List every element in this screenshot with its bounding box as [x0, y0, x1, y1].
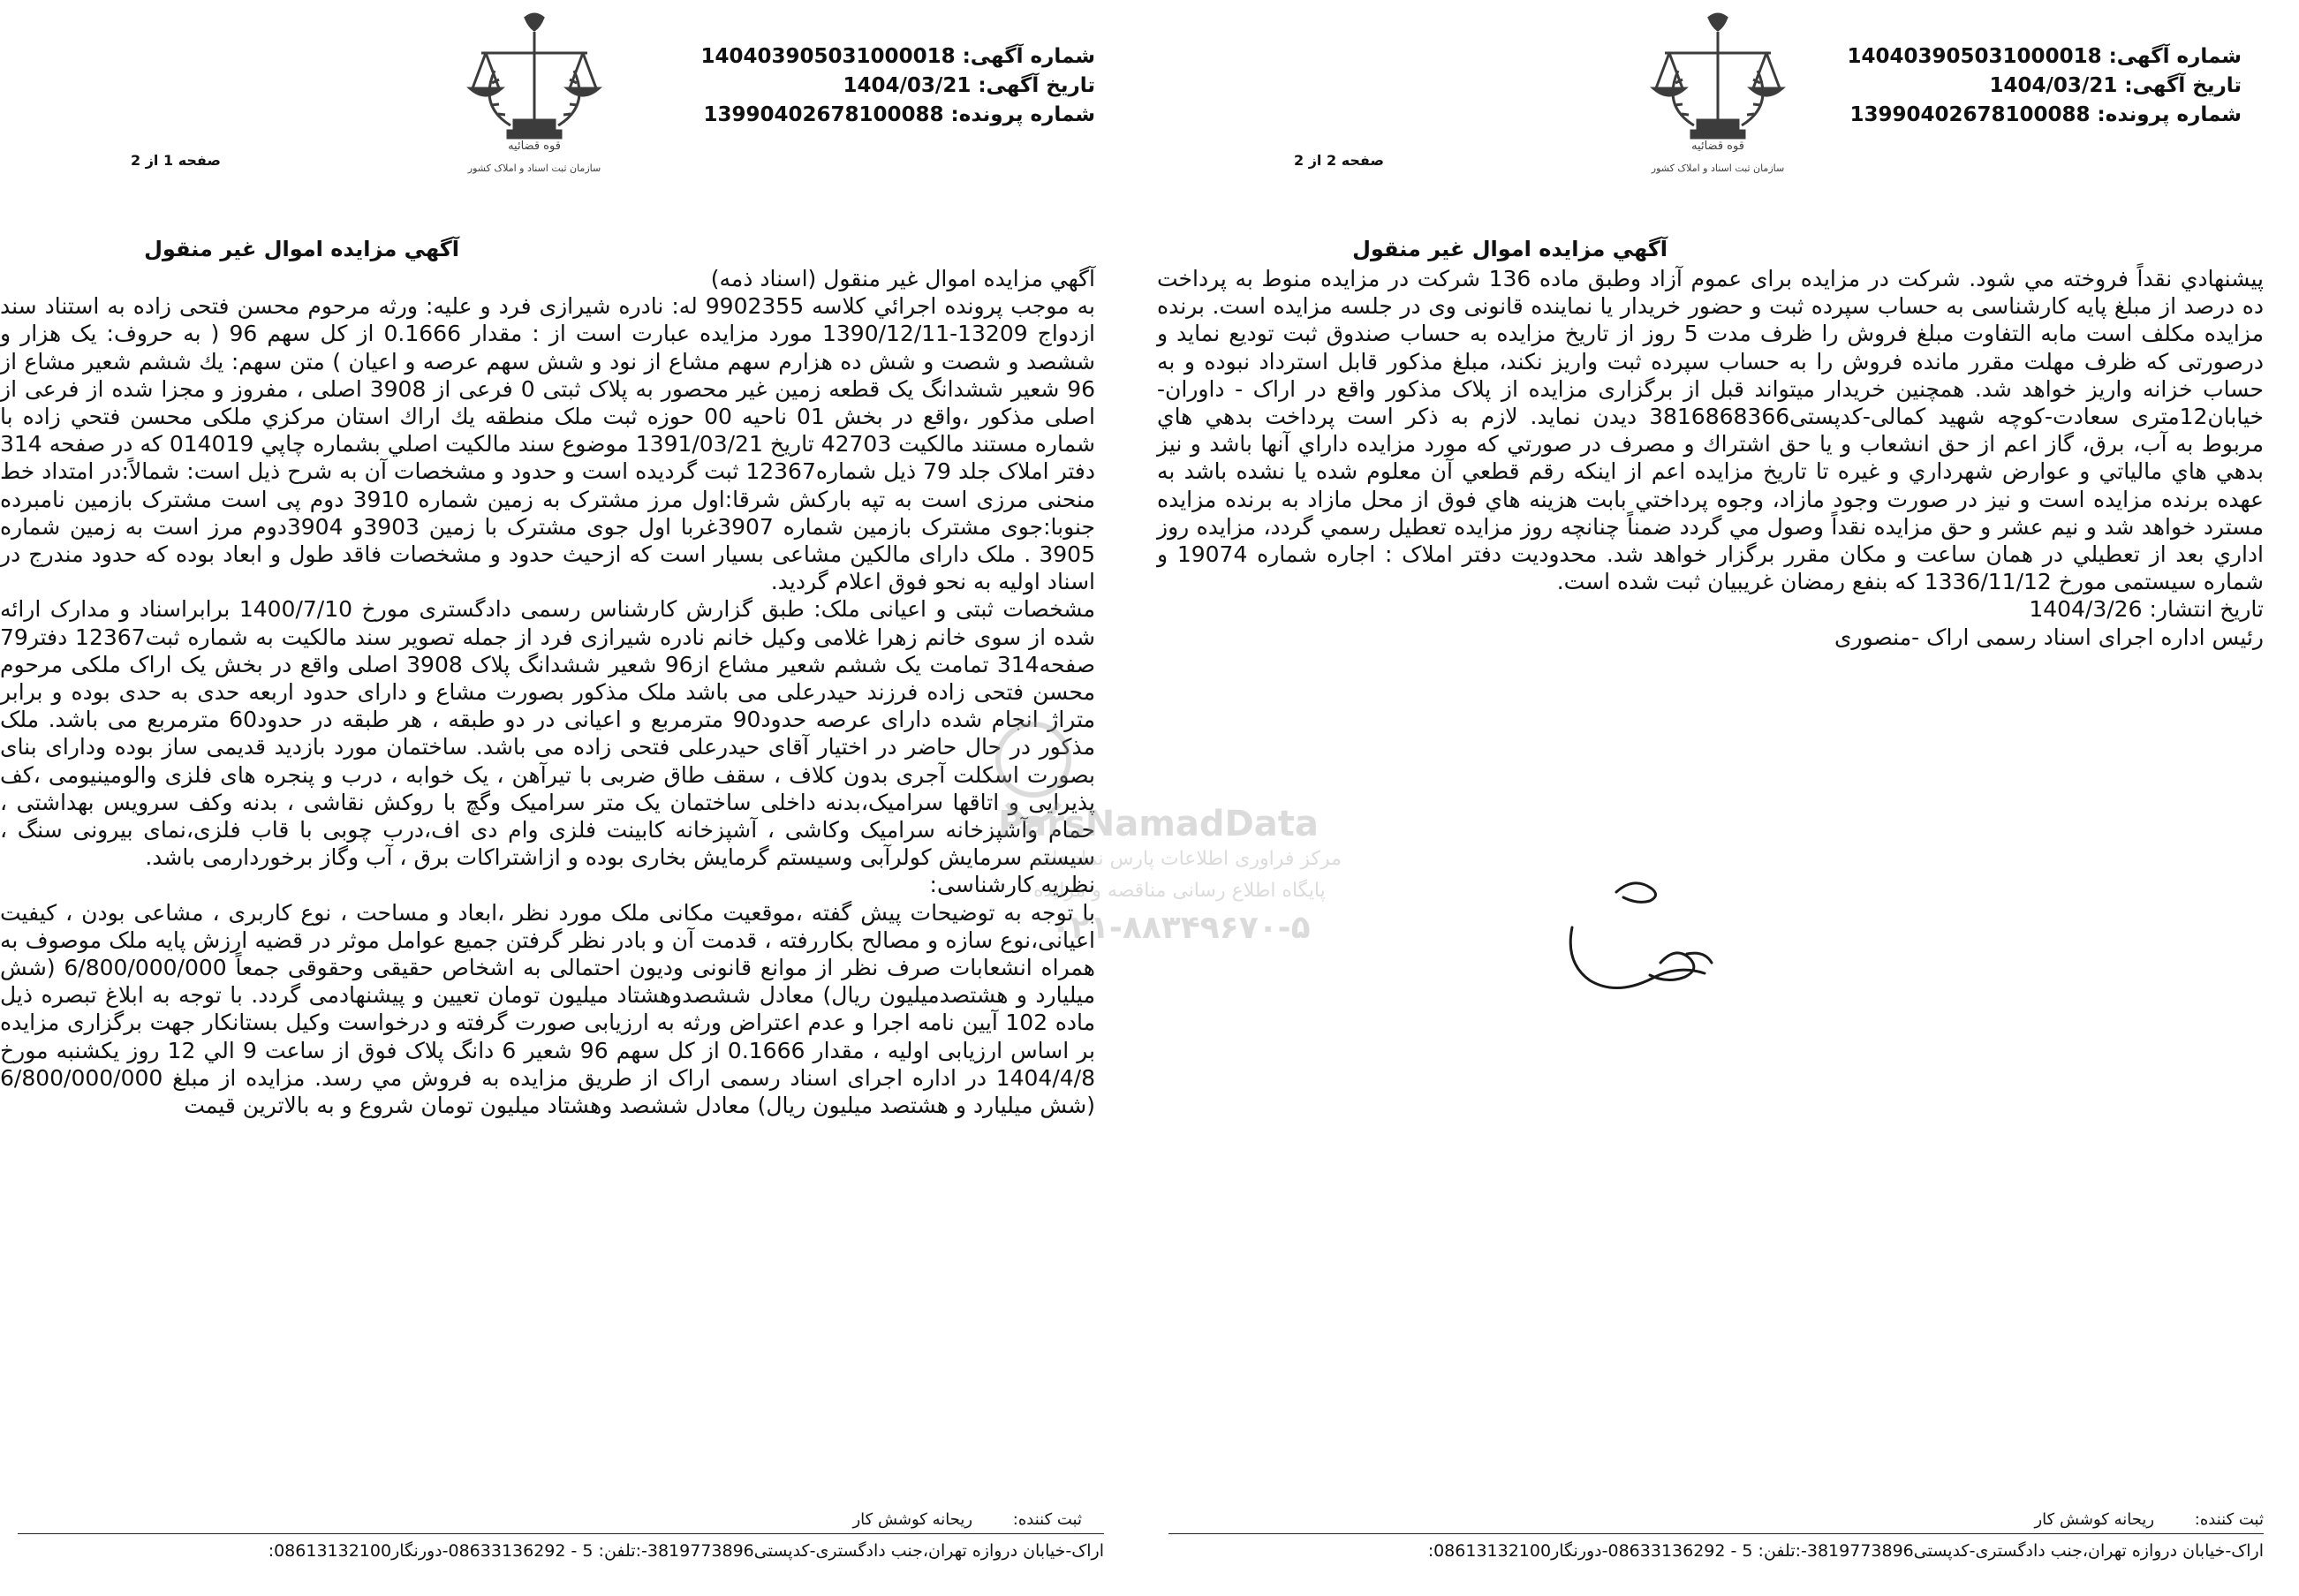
- handwritten-signature: [1554, 866, 1766, 1025]
- document-page-1: [0, 0, 1139, 1596]
- watermark-brand: ParsNamadData: [998, 804, 1319, 844]
- document-title: آگهي مزايده اموال غير منقول: [144, 237, 459, 261]
- watermark-phone: ۰۲۱-۸۸۳۴۹۶۷۰-۵: [1051, 910, 1311, 946]
- document-title: آگهي مزايده اموال غير منقول: [1352, 237, 1668, 261]
- emblem-caption-registry: سازمان ثبت اسناد و املاک کشور: [1651, 163, 1785, 174]
- emblem-caption-judiciary: قوه قضائیه: [1691, 140, 1744, 153]
- notice-number: شماره آگهی: 140403905031000018: [700, 45, 1095, 68]
- notice-meta: [1848, 42, 2242, 130]
- body-paragraph-terms: پيشنهادي نقداً فروخته مي شود. شرکت در مزایده برای عموم آزاد وطبق ماده 136 شرکت در مزایده منوط به پرداخت ده درصد از مبلغ پایه کارشناسی به حساب سپرده ثبت و حضور خریدار یا نماینده قانونی وی در جلسه مزایده است. برنده مزایده مکلف است مابه التفاوت مبلغ فروش را ظرف مدت 5 روز از تاریخ مزایده به حساب صندوق ثبت تودیع نماید و درصورتی که ظرف مهلت مقرر مانده فروش را به حساب سپرده ثبت واریز نکند، مبلغ مذکور قابل استرداد نبوده و به حساب خزانه واریز خواهد شد. همچنین خریدار میتواند قبل از برگزاری مزایده از پلاک مذکور واقع در اراک - داوران-خیابان12متری سعادت-کوچه شهید کمالی-کدپستی3816868366 دیدن نماید. لازم به ذکر است پرداخت بدهي هاي مربوط به آب، برق، گاز اعم از حق انشعاب و يا حق اشتراك و مصرف در صورتي كه مورد مزايده داراي آنها باشد و نيز بدهي هاي مالياتي و عوارض شهرداري و غيره تا تاريخ مزايده اعم از اينكه رقم قطعي آن معلوم شده يا نشده باشد به عهده برنده مزايده است و نيز در صورت وجود مازاد، وجوه پرداختي بابت هزينه هاي فوق از محل مازاد به برنده مزايده مسترد خواهد شد و نيم عشر و حق مزايده نقداً وصول مي گردد ضمناً چنانچه روز مزايده تعطيل رسمي گردد، مزايده روز اداري بعد از تعطيلي در همان ساعت و مكان مقرر برگزار خواهد شد. محدودیت دفتر املاک : اجاره شماره 19074 و شماره سیستمی مورخ 1336/11/12 که بنفع رمضان غریبیان ثبت شده است.: [1157, 266, 2265, 595]
- publish-date: تاريخ انتشار: 1404/3/26: [2029, 596, 2264, 623]
- registrar-label: ثبت کننده:: [1012, 1510, 1082, 1529]
- registrar: [852, 1510, 1082, 1529]
- parsnamad-watermark: [980, 636, 1395, 1007]
- footer-address: اراک-خیابان دروازه تهران،جنب دادگستری-کدپستی3819773896-:تلفن: 5 - 08633136292-دورنگار08613132100:: [268, 1541, 1104, 1561]
- registrar-name: ریحانه کوشش کار: [852, 1510, 973, 1529]
- file-number: شماره پرونده: 13990402678100088: [703, 103, 1095, 126]
- watermark-line-1: مرکز فراوری اطلاعات پارس نماد داده: [1033, 848, 1342, 870]
- body-heading-expert-opinion: نظریه کارشناسی:: [929, 872, 1095, 898]
- document-body: [1157, 265, 2264, 651]
- body-paragraph-case: به موجب پرونده اجرائي كلاسه 9902355 له: نادره شیرازی فرد و علیه: ورثه مرحوم محسن فتحی زاده به استناد سند ازدواج 13209-1390/12/11 مورد مزایده عبارت است از : مقدار 0.1666 از کل سهم 96 ( به حروف: یک هزار و ششصد و شصت و شش ده هزارم سهم مشاع از نود و شش سهم عرصه و اعیان ) متن سهم: يك ششم شعير مشاع از 96 شعير ششدانگ يک قطعه زمين غير محصور به پلاک ثبتی 0 فرعی از 3908 اصلی ، مفروز و مجزا شده از فرعی از اصلی مذکور ،واقع در بخش 01 ناحيه 00 حوزه ثبت ملک منطقه يك اراك استان مركزي ملكی محسن فتحي زاده با شماره مستند مالكيت 42703 تاریخ 1391/03/21 موضوع سند مالكيت اصلي بشماره چاپي 014019 كه در صفحه 314 دفتر املاک جلد 79 ذيل شماره12367 ثبت گرديده است و حدود و مشخصات آن به شرح ذيل است: شمالاً:در امتداد خط منحنی مرزی است به تپه بارکش شرقا:اول مرز مشترک به زمین شماره 3910 دوم پی است مشترک بازمین نامبرده جنوبا:جوی مشترک بازمین شماره 3907غربا اول جوی مشترک با زمین 3903و 3904دوم مرز است به زمین شماره 3905 . ملک دارای مالکین مشاعی بسیار است که ازحیث حدود و مشخصات فاقد طول و ابعاد بوده که حدود مندرج در اسناد اولیه به نحو فوق اعلام گردید.: [0, 293, 1096, 595]
- judiciary-emblem-icon: [1643, 7, 1793, 194]
- footer-divider: [18, 1533, 1104, 1534]
- notice-number: شماره آگهی: 140403905031000018: [1847, 45, 2242, 68]
- notice-date: تاریخ آگهی: 1404/03/21: [843, 74, 1095, 97]
- judiciary-emblem-icon: [459, 7, 609, 194]
- signer-title: رئیس اداره اجرای اسناد رسمی اراک -منصوری: [1834, 624, 2264, 650]
- body-paragraph-valuation: با توجه به توضیحات پیش گفته ،موقعیت مکانی ملک مورد نظر ،ابعاد و مساحت ، نوع کاربری ، مشاعی بودن ، کیفیت اعیانی،نوع سازه و مصالح بکاررفته ، قدمت آن و بادر نظر گرفتن جمیع عوامل موثر در قضیه ارزش پایه ملک موصوف به همراه انشعابات صرف نظر از موانع قانونی ودیون احتمالی به اشخاص حقیقی وحقوقی جمعاً 6/800/000/000 (شش میلیارد و هشتصدمیلیون ریال) معادل ششصدوهشتاد میلیون تومان تعیین و پیشنهادمی گردد. با توجه به ابلاغ تبصره ذیل ماده 102 آیین نامه اجرا و عدم اعتراض ورثه به ارزیابی صورت گرفته و درخواست وکیل بستانکار جهت برگزاری مزایده بر اساس ارزیابی اولیه ، مقدار 0.1666 از کل سهم 96 شعیر 6 دانگ پلاک فوق از ساعت 9 الي 12 روز يکشنبه مورخ 1404/4/8 در اداره اجرای اسناد رسمی اراک از طریق مزایده به فروش مي رسد. مزايده از مبلغ 6/800/000/000 (شش میلیارد و هشتصد میلیون ریال) معادل ششصد وهشتاد میلیون تومان شروع و به بالاترين قيمت: [0, 899, 1096, 1119]
- registrar-label: ثبت کننده:: [2194, 1510, 2264, 1529]
- footer-address: اراک-خیابان دروازه تهران،جنب دادگستری-کدپستی3819773896-:تلفن: 5 - 08633136292-دورنگار08613132100:: [1427, 1541, 2264, 1561]
- registrar-name: ریحانه کوشش کار: [2034, 1510, 2155, 1529]
- emblem-caption-registry: سازمان ثبت اسناد و املاک کشور: [467, 163, 601, 174]
- file-number: شماره پرونده: 13990402678100088: [1849, 103, 2242, 126]
- body-paragraph-specs: مشخصات ثبتی و اعیانی ملک: طبق گزارش کارشناس رسمی دادگستری مورخ 1400/7/10 برابراسناد و مدارک ارائه شده از سوی خانم زهرا غلامی وکیل خانم نادره شیرازی فرد از جمله تصویر سند مالکیت به شماره ثبت12367 دفتر79 صفحه314 تمامت یک ششم شعیر مشاع از96 شعیر ششدانگ پلاک 3908 اصلی واقع در بخش یک اراک ملکی مرحوم محسن فتحی زاده فرزند حیدرعلی می باشد ملک مذکور بصورت مشاع و دارای حدود اربعه حدی به حدی بوده و برابر متراژ انجام شده دارای عرصه حدود90 مترمربع و اعیانی در دو طبقه ، هر طبقه در حدود60 مترمربع می باشد. ملک مذکور در حال حاضر در اختیار آقای حیدرعلی فتحی زاده می باشد. ساختمان مورد بازدید قدیمی ساز بوده ودارای بنای بصورت اسکلت آجری بدون کلاف ، سقف طاق ضربی با تیرآهن ، یک خوابه ، درب و پنجره های فلزی والومینیومی ،کف پذیرایی و اتاقها سرامیک،بدنه داخلی ساختمان یک متر سرامیک وگچ با روکش نقاشی ، بدنه وکف سرویس بهداشتی ، حمام وآشپزخانه سرامیک وکاشی ، آشپزخانه کابینت فلزی وام دی اف،درب چوبی با قاب فلزی،نمای بیرونی سنگ ، سیستم سرمایش کولرآبی وسیستم گرمایش بخاری بوده و ازاشتراکات برق ، آب وگاز برخوردارمی باشد.: [0, 596, 1096, 871]
- footer-divider: [1168, 1533, 2264, 1534]
- emblem-caption-judiciary: قوه قضائیه: [508, 140, 561, 153]
- page-number: صفحه 1 از 2: [131, 152, 221, 169]
- document-subtitle: آگهي مزايده اموال غير منقول (اسناد ذمه): [710, 266, 1095, 291]
- notice-date: تاریخ آگهی: 1404/03/21: [1989, 74, 2242, 97]
- notice-meta: [701, 42, 1095, 130]
- document-body: [0, 265, 1095, 1119]
- watermark-line-2: پایگاه اطلاع رسانی مناقصه و مزایده: [1033, 880, 1326, 902]
- registrar: [2034, 1510, 2264, 1529]
- page-number: صفحه 2 از 2: [1294, 152, 1384, 169]
